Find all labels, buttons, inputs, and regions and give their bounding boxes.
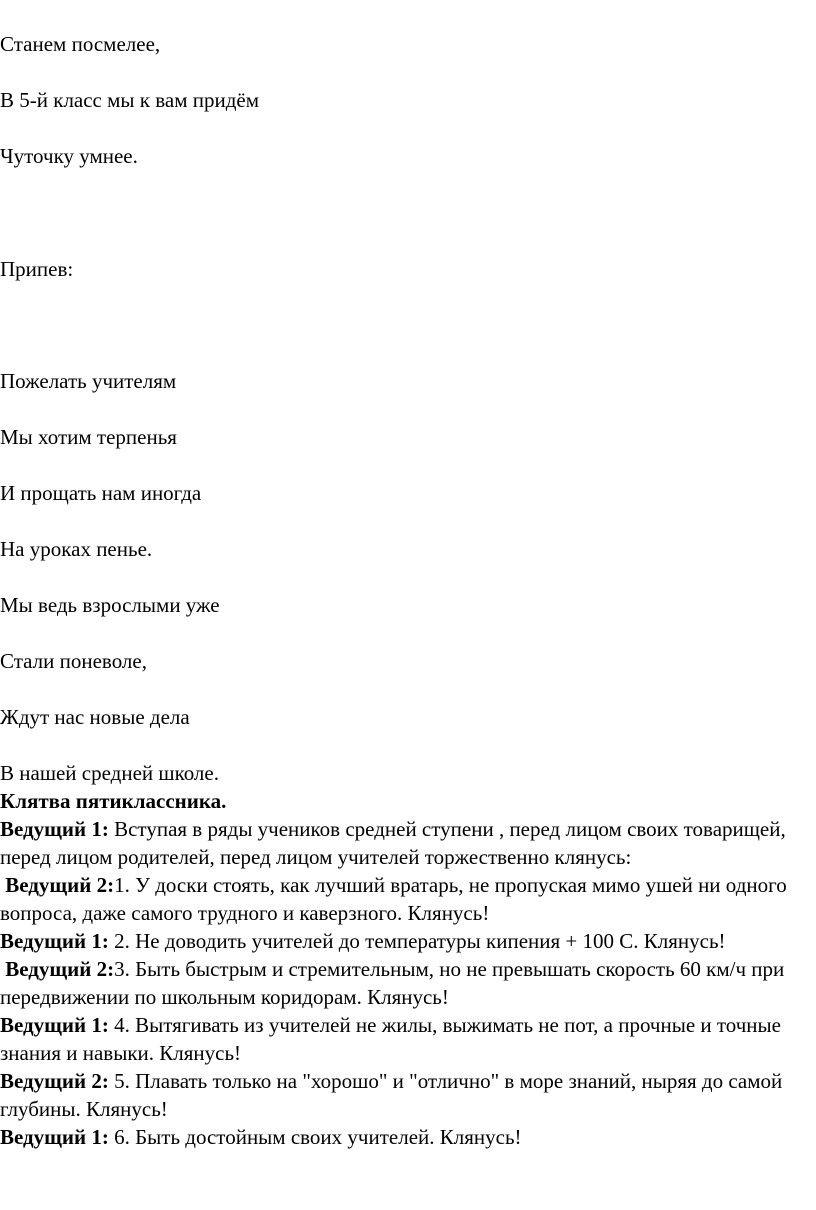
oath-text: 4. Вытягивать из учителей не жилы, выжимать не пот, а прочные и точные знания и навыки. Клянусь! <box>0 1013 781 1065</box>
oath-text: 6. Быть достойным своих учителей. Клянусь! <box>108 1125 522 1149</box>
song-line-9: Мы ведь взрослыми уже <box>0 593 220 617</box>
song-line-10: Стали поневоле, <box>0 649 147 673</box>
oath-text: 1. У доски стоять, как лучший вратарь, не пропуская мимо ушей ни одного вопроса, даже самого трудного и каверзного. Клянусь! <box>0 873 787 925</box>
speaker-label: Ведущий 1: <box>0 1013 109 1037</box>
song-line-6: Мы хотим терпенья <box>0 425 177 449</box>
song-line-2: В 5-й класс мы к вам придём <box>0 88 260 112</box>
speaker-label: Ведущий 2: <box>0 1069 109 1093</box>
speaker-label: Ведущий 1: <box>0 817 109 841</box>
speaker-label: Ведущий 2: <box>5 957 115 981</box>
oath-item-7 <box>0 1123 816 1151</box>
oath-text: 3. Быть быстрым и стремительным, но не превышать скорость 60 км/ч при передвижении по школьным коридорам. Клянусь! <box>0 957 785 1009</box>
oath-item-3 <box>0 927 816 955</box>
speaker-label: Ведущий 2: <box>5 873 115 897</box>
oath-text: 5. Плавать только на "хорошо" и "отлично" в море знаний, ныряя до самой глубины. Клянусь! <box>0 1069 783 1121</box>
song-line-12: В нашей средней школе. <box>0 761 219 785</box>
oath-item-6 <box>0 1067 816 1123</box>
oath-item-2 <box>0 871 816 927</box>
oath-title: Клятва пятиклассника. <box>0 789 227 813</box>
oath-item-4 <box>0 955 816 1011</box>
song-line-11: Ждут нас новые дела <box>0 705 190 729</box>
oath-item-5 <box>0 1011 816 1067</box>
song-line-8: На уроках пенье. <box>0 537 153 561</box>
oath-item-1 <box>0 815 816 871</box>
song-line-3: Чуточку умнее. <box>0 144 138 168</box>
song-line-5: Пожелать учителям <box>0 369 177 393</box>
speaker-label: Ведущий 1: <box>0 929 109 953</box>
oath-text: Вступая в ряды учеников средней ступени , перед лицом своих товарищей, перед лицом родителей, перед лицом учителей торжественно клянусь: <box>0 817 786 869</box>
song-line-7: И прощать нам иногда <box>0 481 202 505</box>
song-line-1: Станем посмелее, <box>0 32 161 56</box>
oath-text: 2. Не доводить учителей до температуры кипения + 100 С. Клянусь! <box>108 929 726 953</box>
chorus-label: Припев: <box>0 257 74 281</box>
oath-section <box>0 787 816 1151</box>
speaker-label: Ведущий 1: <box>0 1125 109 1149</box>
